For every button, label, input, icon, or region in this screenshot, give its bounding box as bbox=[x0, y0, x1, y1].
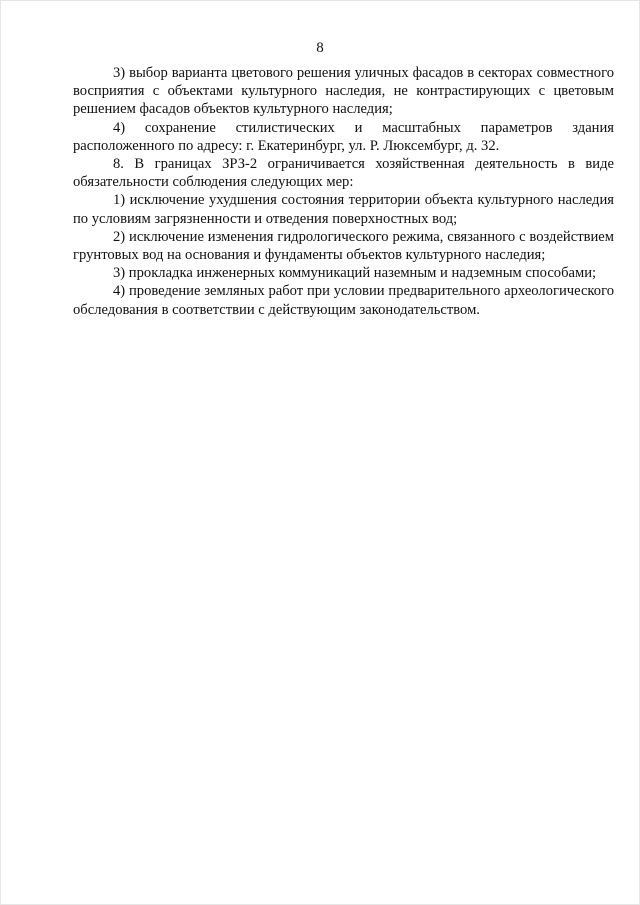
paragraph-measure-2-hydrology: 2) исключение изменения гидрологического режима, связанного с воздействием грунтовых вод на основания и фундаменты объектов культурного наследия; bbox=[73, 228, 614, 264]
paragraph-measure-3-utilities: 3) прокладка инженерных коммуникаций наземным и надземным способами; bbox=[113, 265, 597, 282]
paragraph-measure-1-territory: 1) исключение ухудшения состояния территории объекта культурного наследия по условиям загрязненности и отведения поверхностных вод; bbox=[73, 192, 614, 227]
paragraph-measure-4-earthworks: 4) проведение земляных работ при условии предварительного археологического обследования в соответствии с действующим законодательством. bbox=[73, 283, 614, 318]
paragraph-item-4-building-parameters: 4) сохранение стилистических и масштабных параметров здания расположенного по адресу: г. Екатеринбург, ул. Р. Люксембург, д. 32. bbox=[73, 119, 614, 154]
paragraph-item-3-color-scheme: 3) выбор варианта цветового решения уличных фасадов в секторах совместного восприятия с объектами культурного наследия, не контрастирующих с цветовым решением фасадов объектов культурного наследия; bbox=[73, 65, 614, 118]
page-number: 8 bbox=[316, 40, 324, 56]
document-body bbox=[73, 64, 614, 319]
paragraph-section-8-zrz2: 8. В границах ЗРЗ-2 ограничивается хозяйственная деятельность в виде обязательности соблюдения следующих мер: bbox=[73, 156, 614, 191]
